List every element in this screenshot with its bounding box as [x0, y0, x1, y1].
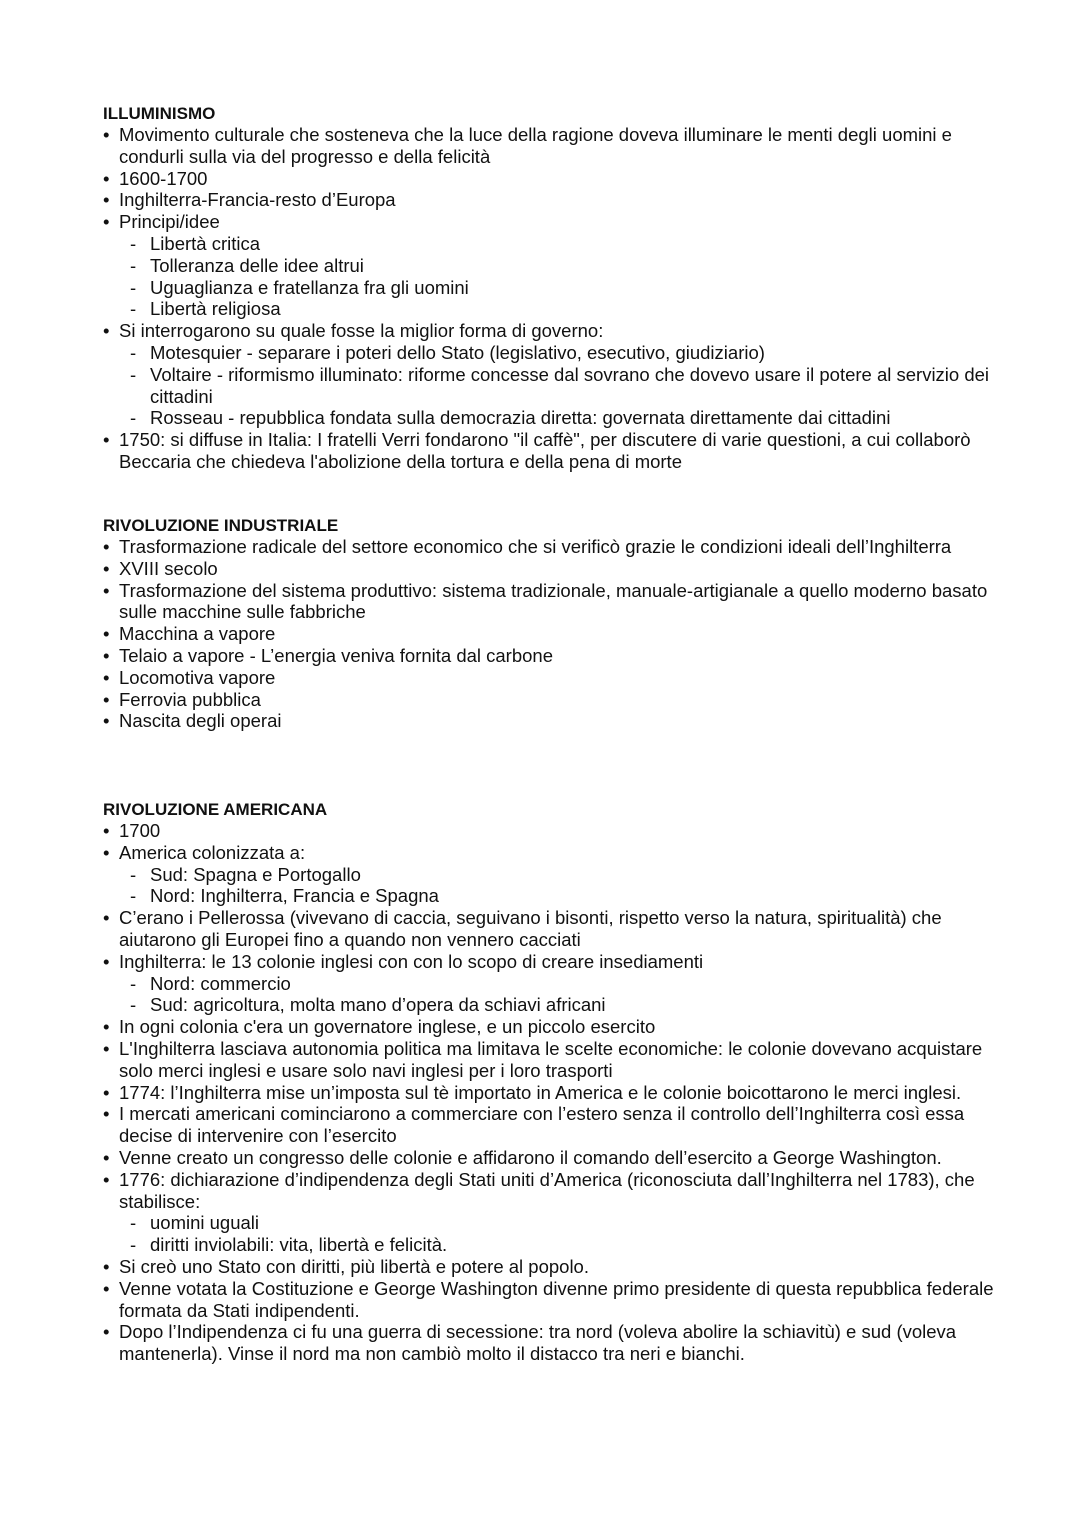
- list-item-text: Inghilterra-Francia-resto d’Europa: [119, 189, 396, 211]
- sub-item: - Nord: commercio: [103, 973, 1003, 995]
- list-item-text: Principi/idee: [119, 211, 220, 233]
- sub-item: - Voltaire - riformismo illuminato: riforme concesse dal sovrano che dovevo usare il potere al servizio dei cittadini: [103, 364, 1003, 408]
- list-item-text: America colonizzata a:: [119, 841, 306, 863]
- list-item: [103, 1256, 1003, 1278]
- list-item-text: Venne votata la Costituzione e George Washington divenne primo presidente di questa repubblica federale formata da Stati indipendenti.: [119, 1277, 994, 1321]
- list-item-text: Nascita degli operai: [119, 710, 282, 732]
- list-item-text: 1776: dichiarazione d’indipendenza degli Stati uniti d’America (riconosciuta dall’Inghilterra nel 1783), che stabilisce:: [119, 1168, 975, 1212]
- list-item-text: XVIII secolo: [119, 557, 218, 579]
- sub-item: - Rosseau - repubblica fondata sulla democrazia diretta: governata direttamente dai cittadini: [103, 407, 1003, 429]
- bullet-list: [103, 124, 1003, 473]
- list-item: [103, 1321, 1003, 1365]
- list-item-text: Trasformazione radicale del settore economico che si verificò grazie le condizioni ideali dell’Inghilterra: [119, 536, 952, 557]
- list-item-text: 1750: si diffuse in Italia: I fratelli Verri fondarono "il caffè", per discutere di varie questioni, a cui collaborò Beccaria che chiedeva l'abolizione della tortura e della pena di morte: [119, 429, 971, 472]
- section-heading: RIVOLUZIONE AMERICANA: [103, 800, 328, 819]
- list-item: [103, 536, 1003, 558]
- list-item-text: In ogni colonia c'era un governatore inglese, e un piccolo esercito: [119, 1016, 656, 1038]
- list-item: [103, 951, 1003, 973]
- list-item: [103, 1278, 1003, 1322]
- section-rivoluzione-industriale: [103, 516, 1003, 732]
- list-item-text: Si interrogarono su quale fosse la miglior forma di governo:: [119, 320, 604, 342]
- list-item-text: C’erano i Pellerossa (vivevano di caccia, seguivano i bisonti, rispetto verso la natura, spiritualità) che aiutarono gli Europei fino a quando non vennero cacciati: [119, 907, 942, 950]
- list-item: [103, 124, 1003, 168]
- sub-item: - Sud: Spagna e Portogallo: [103, 864, 1003, 886]
- list-item: [103, 842, 1003, 864]
- list-item-text: 1700: [119, 820, 161, 841]
- list-item-text: Telaio a vapore - L’energia veniva fornita dal carbone: [119, 644, 554, 666]
- list-item: [103, 1103, 1003, 1147]
- list-item: [103, 1169, 1003, 1213]
- bullet-list: [103, 536, 1003, 732]
- list-item: [103, 1147, 1003, 1169]
- section-illuminismo: [103, 104, 1003, 473]
- list-item: [103, 320, 1003, 342]
- list-item-text: Ferrovia pubblica: [119, 688, 261, 710]
- list-item: [103, 1038, 1003, 1082]
- sub-item: - Libertà critica: [103, 233, 1003, 255]
- list-item-text: 1774: l’Inghilterra mise un’imposta sul tè importato in America e le colonie boicottarono le merci inglesi.: [119, 1081, 962, 1103]
- list-item: [103, 623, 1003, 645]
- list-item: [103, 820, 1003, 842]
- sub-item: - Sud: agricoltura, molta mano d’opera da schiavi africani: [103, 994, 1003, 1016]
- list-item: [103, 558, 1003, 580]
- section-rivoluzione-americana: [103, 800, 1003, 1365]
- sub-item: - Motesquier - separare i poteri dello Stato (legislativo, esecutivo, giudiziario): [103, 342, 1003, 364]
- list-item: [103, 211, 1003, 233]
- list-item: [103, 689, 1003, 711]
- list-item: [103, 168, 1003, 190]
- list-item-text: Dopo l’Indipendenza ci fu una guerra di secessione: tra nord (voleva abolire la schiavitù) e sud (voleva mantenerla). Vinse il nord ma non cambiò molto il distacco tra neri e bianchi.: [119, 1321, 957, 1365]
- sub-item: - diritti inviolabili: vita, libertà e felicità.: [103, 1234, 1003, 1256]
- list-item-text: Trasformazione del sistema produttivo: sistema tradizionale, manuale-artigianale a quello moderno basato sulle macchine sulle fabbriche: [119, 579, 988, 623]
- list-item-text: Inghilterra: le 13 colonie inglesi con con lo scopo di creare insediamenti: [119, 950, 704, 972]
- list-item-text: Venne creato un congresso delle colonie e affidarono il comando dell’esercito a George Washington.: [119, 1146, 942, 1168]
- list-item-text: L'Inghilterra lasciava autonomia politica ma limitava le scelte economiche: le colonie dovevano acquistare solo merci inglesi e usare solo navi inglesi per i loro trasporti: [119, 1037, 983, 1081]
- list-item: [103, 189, 1003, 211]
- list-item: [103, 645, 1003, 667]
- sub-item: - Tolleranza delle idee altrui: [103, 255, 1003, 277]
- sub-item: - Nord: Inghilterra, Francia e Spagna: [103, 885, 1003, 907]
- list-item: [103, 1082, 1003, 1104]
- list-item-text: 1600-1700: [119, 167, 208, 189]
- list-item: [103, 907, 1003, 951]
- section-heading: RIVOLUZIONE INDUSTRIALE: [103, 516, 339, 535]
- section-heading: ILLUMINISMO: [103, 104, 216, 123]
- sub-item: - Uguaglianza e fratellanza fra gli uomini: [103, 277, 1003, 299]
- list-item: [103, 1016, 1003, 1038]
- list-item-text: Macchina a vapore: [119, 623, 276, 645]
- bullet-list: [103, 820, 1003, 1365]
- list-item-text: Si creò uno Stato con diritti, più libertà e potere al popolo.: [119, 1255, 589, 1277]
- sub-item: - Libertà religiosa: [103, 298, 1003, 320]
- list-item-text: Locomotiva vapore: [119, 666, 276, 688]
- list-item: [103, 710, 1003, 732]
- sub-item: - uomini uguali: [103, 1212, 1003, 1234]
- list-item: [103, 580, 1003, 624]
- list-item-text: I mercati americani cominciarono a commerciare con l’estero senza il controllo dell’Inghilterra così essa decise di intervenire con l’esercito: [119, 1103, 965, 1147]
- list-item: [103, 667, 1003, 689]
- list-item-text: Movimento culturale che sosteneva che la luce della ragione doveva illuminare le menti degli uomini e condurli sulla via del progresso e della felicità: [119, 124, 952, 167]
- list-item: [103, 429, 1003, 473]
